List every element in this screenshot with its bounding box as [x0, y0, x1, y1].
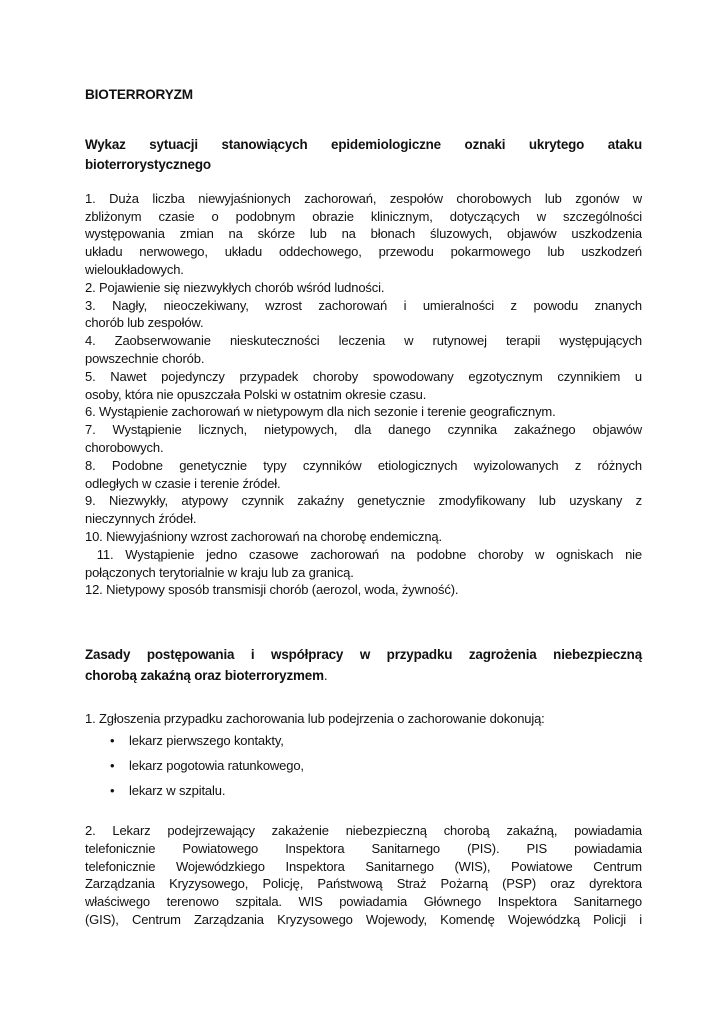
list-item-text: lekarz pogotowia ratunkowego, — [129, 757, 304, 773]
bullet-icon: • — [110, 732, 115, 748]
paragraph — [85, 190, 642, 599]
list-item — [110, 778, 642, 803]
text-line: Zasady postępowania i współpracy w przypadku zagrożenia niebezpieczną — [85, 647, 642, 663]
text-line: występowania zmian na skórze lub na błonach śluzowych, objawów uszkodzenia — [85, 226, 642, 242]
text-line: telefonicznie Powiatowego Inspektora Sanitarnego (PIS). PIS powiadamia — [85, 840, 642, 856]
list-item-text: lekarz pierwszego kontakty, — [129, 732, 284, 748]
text-line: Wykaz sytuacji stanowiących epidemiologiczne oznaki ukrytego ataku — [85, 136, 642, 152]
text-line: wieloukładowych. — [85, 261, 184, 277]
text-line: chorób lub zespołów. — [85, 315, 204, 331]
bullet-icon: • — [110, 757, 115, 773]
text-line: 2. Pojawienie się niezwykłych chorób wśród ludności. — [85, 279, 385, 295]
text-line: właściwego terenowo szpitala. WIS powiadamia Głównego Inspektora Sanitarnego — [85, 894, 642, 910]
text-line: 10. Niewyjaśniony wzrost zachorowań na chorobę endemiczną. — [85, 528, 442, 544]
text-line: chorobowych. — [85, 439, 164, 455]
text-line: 7. Wystąpienie licznych, nietypowych, dla danego czynnika zakaźnego objawów — [85, 422, 642, 438]
text-line: osoby, która nie opuszczała Polski w ostatnim okresie czasu. — [85, 386, 427, 402]
text-line: 5. Nawet pojedynczy przypadek choroby spowodowany egzotycznym czynnikiem u — [85, 368, 642, 384]
bullet-icon: • — [110, 782, 115, 798]
list-item — [110, 728, 642, 753]
text-line: 1. Duża liczba niewyjaśnionych zachorowań, zespołów chorobowych lub zgonów w — [85, 190, 642, 206]
text-line: (GIS), Centrum Zarządzania Kryzysowego Wojewody, Komendę Wojewódzką Policji i — [85, 911, 642, 927]
text-line: 9. Niezwykły, atypowy czynnik zakaźny genetycznie zmodyfikowany lub uzyskany z — [85, 493, 642, 509]
list-item-text: lekarz w szpitalu. — [129, 782, 226, 798]
bullet-list — [85, 728, 642, 803]
document-content — [85, 86, 642, 929]
text-line: BIOTERRORYZM — [85, 87, 193, 102]
text-line: 2. Lekarz podejrzewający zakażenie niebezpieczną chorobą zakaźną, powiadamia — [85, 822, 642, 838]
text-line: telefonicznie Wojewódzkiego Inspektora Sanitarnego (WIS), Powiatowe Centrum — [85, 858, 642, 874]
text-line: zbliżonym czasie o podobnym obrazie klinicznym, dotyczących w szczególności — [85, 208, 642, 224]
text-line: bioterrorystycznego — [85, 157, 211, 173]
text-line: 8. Podobne genetycznie typy czynników etiologicznych wyizolowanych z różnych — [85, 457, 642, 473]
text-line: 12. Nietypowy sposób transmisji chorób (aerozol, woda, żywność). — [85, 582, 459, 598]
document-title — [85, 86, 642, 104]
list-item — [110, 753, 642, 778]
paragraph — [85, 710, 642, 728]
paragraph — [85, 822, 642, 929]
text-line: 4. Zaobserwowanie nieskuteczności leczenia w rutynowej terapii występujących — [85, 333, 642, 349]
text-line: 11. Wystąpienie jedno czasowe zachorowań na podobne choroby w ogniskach nie — [85, 546, 642, 562]
text-line: Zarządzania Kryzysowego, Policję, Państwową Straż Pożarną (PSP) oraz dyrektora — [85, 876, 642, 892]
text-line: 6. Wystąpienie zachorowań w nietypowym dla nich sezonie i terenie geograficznym. — [85, 404, 556, 420]
text-line: 1. Zgłoszenia przypadku zachorowania lub podejrzenia o zachorowanie dokonują: — [85, 711, 545, 727]
section-heading — [85, 135, 642, 176]
text-line: układu nerwowego, układu oddechowego, przewodu pokarmowego lub uszkodzeń — [85, 244, 642, 260]
text-line: 3. Nagły, nieoczekiwany, wzrost zachorowań i umieralności z powodu znanych — [85, 297, 642, 313]
text-line: chorobą zakaźną oraz bioterroryzmem. — [85, 667, 328, 683]
text-line: połączonych terytorialnie w kraju lub za granicą. — [85, 564, 354, 580]
text-line: nieczynnych źródeł. — [85, 511, 197, 527]
text-line: odległych w czasie i terenie źródeł. — [85, 475, 281, 491]
text-line: powszechnie chorób. — [85, 350, 205, 366]
section-heading — [85, 645, 642, 686]
heading-tail: . — [323, 667, 328, 683]
